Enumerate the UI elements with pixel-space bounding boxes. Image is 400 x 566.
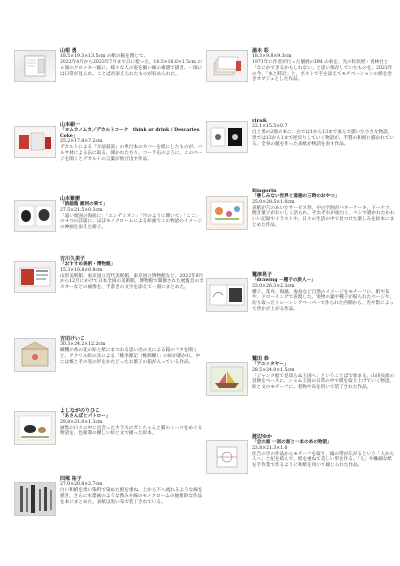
entry-thumbnail (206, 440, 248, 474)
artwork-title: 「アユッタヤー」 (252, 362, 289, 367)
entry-thumbnail (14, 411, 56, 445)
artwork-description: デカルトによる『方法叙説』の単行本のカバーを紙にしたものが、バルサ材による缶に取る、開かれた方々、コーラ缶のように、このページを開くとデカルトの言葉が飛び出す作品。 (60, 145, 203, 162)
artwork-size: 23.8×21.3×1.0 (252, 445, 288, 451)
artwork-size: 28.5×24.0×1.5cm (252, 367, 295, 373)
artwork-description: 2022年4月から2023年7月まで日に使った、16.5×18.0×1.5cm の６冊のクロッキー帳に、様々な人の姿を細い線の素描で描き、一部には日常が見られ、ことばが添えられたものが収められた。 (60, 60, 203, 77)
artist-name: 鷲田 恭 (252, 356, 269, 362)
artwork-size: 33.0×26.3×2.3cm (252, 283, 295, 289)
artwork-title: 「おすすめ美術・博物館」 (60, 262, 116, 267)
artwork-size: 29.8×21.0×1.3cm (60, 419, 103, 425)
artist-name: 四塚 祐子 (60, 476, 82, 482)
square-book-photo (207, 441, 247, 473)
artwork-size: 25.2×17.8×7.2cm (60, 139, 103, 145)
artist-name: Ringorin (252, 188, 277, 194)
entry-thumbnail (206, 50, 248, 82)
sketchbook-photo (15, 51, 55, 81)
ink-drawing-photo (15, 201, 55, 231)
artwork-description: 住吉の空の作品からモチーフを取り、縁の帯が広がるという「人から人へ」と紀を結んで、紙を重ねて美しい形を作る。「人」や繊細な紙を手作業で作るように和紙を用いて綴じられた作品。 (252, 451, 395, 469)
entry-text (252, 434, 396, 469)
red-book-photo (15, 127, 55, 157)
artwork-size: 30.3×24.2×12.2cm (60, 342, 106, 347)
entry-thumbnail (206, 121, 248, 153)
crow-illustration-photo (15, 412, 55, 444)
artwork-description: 織機の糸の花の絵と紙にまつわる思い出の文による箱のフタを開くと、アクリル絵の具による「桃李源記（桃源郷）」の絵が描かれ、中には桃とその実の形をかたどったお菓子の箱が入っている作品。 (60, 348, 201, 365)
entry-text (252, 272, 396, 313)
open-sketchbook-photo (207, 279, 247, 311)
entry-thumbnail (206, 362, 248, 396)
entry-text (60, 336, 204, 365)
artwork-size: 25.0×28.5×1.0cm (252, 199, 295, 205)
entry-thumbnail (14, 126, 56, 158)
artist-name: 山本紫樹 (60, 196, 81, 202)
artwork-description: 白い和紙を黒い染料で染めた紙を重ね、上から下へ流れるような線を描き、さらに水墨画のような滲みや線のモノクロームの抽象的な作品を本にまとめた。表紙は黒い布で装丁されている。 (60, 488, 203, 505)
stacked-cards-photo (207, 51, 247, 81)
artwork-size: 22.1×15.5×0.7 (252, 124, 288, 129)
artwork-description: 山形美術館、東京国立近代美術館、東京国立博物館など、2022年8月から12月にかけて日本全国の美術館、博物館で開催された展覧会のポスターなどの画像を、手書きの文字を添えて一冊にまとめた。 (60, 273, 204, 291)
artwork-size: 18.3×9.8×9.3cm (252, 54, 292, 59)
artwork-description: 「ジャンク船で見知らぬ王国へ」ということばで始まる、山田長政の冒険をベースに、シャム王国の日常の中で紙を取り上げていく物語。絵と文のモチーフに、着物や布を用いて装丁された作品。 (252, 373, 395, 391)
artwork-title: 「ヨムカノムカ／デカルトコーク think or drink / Descartes Coke」 (60, 128, 200, 139)
colorful-boat-photo (207, 363, 247, 395)
colorful-book-photo (207, 197, 247, 229)
artist-name: riruK (252, 118, 268, 124)
red-book-open-photo (15, 262, 55, 292)
entry-text (60, 256, 204, 291)
artwork-size: 18.5×19.3×13.5cm の紙の箱を閉じて、 (60, 54, 149, 59)
entry-text (252, 188, 396, 229)
artwork-description: 画集の日々の中に出会ったカラスのガンちゃんと猫のミーコをめぐる物語を、色鉛筆の優しい絵と文で綴った絵本。 (60, 425, 203, 437)
artist-name: 吉川久美子 (60, 256, 86, 262)
entry-text (252, 356, 396, 391)
entry-text (60, 476, 204, 505)
entry-thumbnail (14, 261, 56, 293)
entry-text (60, 408, 204, 437)
entry-thumbnail (206, 196, 248, 230)
artwork-size: 15.3×10.8×0.8cm (60, 267, 103, 273)
artist-name: 山根 勇 (60, 48, 77, 54)
black-white-cards-photo (207, 122, 247, 152)
entry-thumbnail (14, 200, 56, 232)
entry-text (252, 118, 396, 147)
artist-name: 山本絹一 (60, 122, 81, 128)
artist-name: 湯本 彩 (252, 48, 269, 54)
artist-name: よしながのりひこ (60, 408, 101, 414)
artwork-title: 「全の面 一回の面と一本の糸の物語」 (252, 440, 332, 445)
artwork-title: 「drawing －種子の旅人－」 (252, 278, 316, 283)
entry-text (60, 48, 204, 77)
entry-thumbnail (14, 338, 56, 372)
artwork-title: 「詩画集 銀河の果て」 (60, 202, 108, 207)
entry-thumbnail (14, 482, 56, 516)
artist-name: 吉田けいこ (60, 336, 86, 342)
artwork-title: 「慈しみない世界と道徳の三時のおやつ」 (252, 194, 340, 199)
artwork-description: 白と黒の2冊の本に、白では1から13まで並んで描いた小さな物語、黒では13から1まで逆戻りしていく物語が、手製の和紙に描かれている。全身の鏡を作った表紙が物語を表す作品。 (252, 130, 394, 147)
monochrome-abstract-photo (15, 483, 55, 515)
entry-thumbnail (206, 278, 248, 312)
box-photo (15, 339, 55, 371)
entry-text (60, 196, 204, 231)
entry-thumbnail (14, 50, 56, 82)
artwork-description: 種子、花弁、海藻、海鳥など自然のイメージをモチーフに、紙や布や、ドローイングで表現した。実物の葉や種子が貼られたページや、切り取ったトレーシングペーパーで作られた内側から、光や影によって浮かび上がる作品。 (252, 289, 395, 313)
artwork-description: 「遠い異国の海底に」「エンデミオン」「月のように開いて」「ここ」の４つの詩篇に、ほぼモノクロームによる絵画でこの物語のイメージの神画を添えた冊子。 (60, 213, 203, 231)
artwork-title: 「あさんぽとパトロー」 (60, 414, 111, 419)
artwork-size: 27.5×21.5×0.3cm (60, 207, 103, 213)
entry-text (60, 122, 204, 163)
artwork-description: 表紙が穴のあいたサービス券、中の空洞がバターケーキ、ドーナツ、焼き菓子がおいしく語られ、それぞれが面白く、ペンで描かれたかわいい記録やイラストや、日々の生活の中で見つけた楽しみを絵本にまとめた作品。 (252, 205, 395, 229)
artist-name: 渡辺ゆか (252, 434, 273, 440)
artwork-description: 1971年に作者が行った個展のDM の束を、光の粒状紙・青林社と「なにかできるかもしれない」と思い保存していたものを、2023年の今、「本と時計」と、ポストで手を添えてモチベーションの紙を巻きオブジェとした作品。 (252, 60, 393, 83)
artist-name: 鷲津晃子 (252, 272, 273, 278)
artwork-size: 27.0×20.8×2.7cm (60, 482, 103, 487)
entry-text (252, 48, 396, 83)
